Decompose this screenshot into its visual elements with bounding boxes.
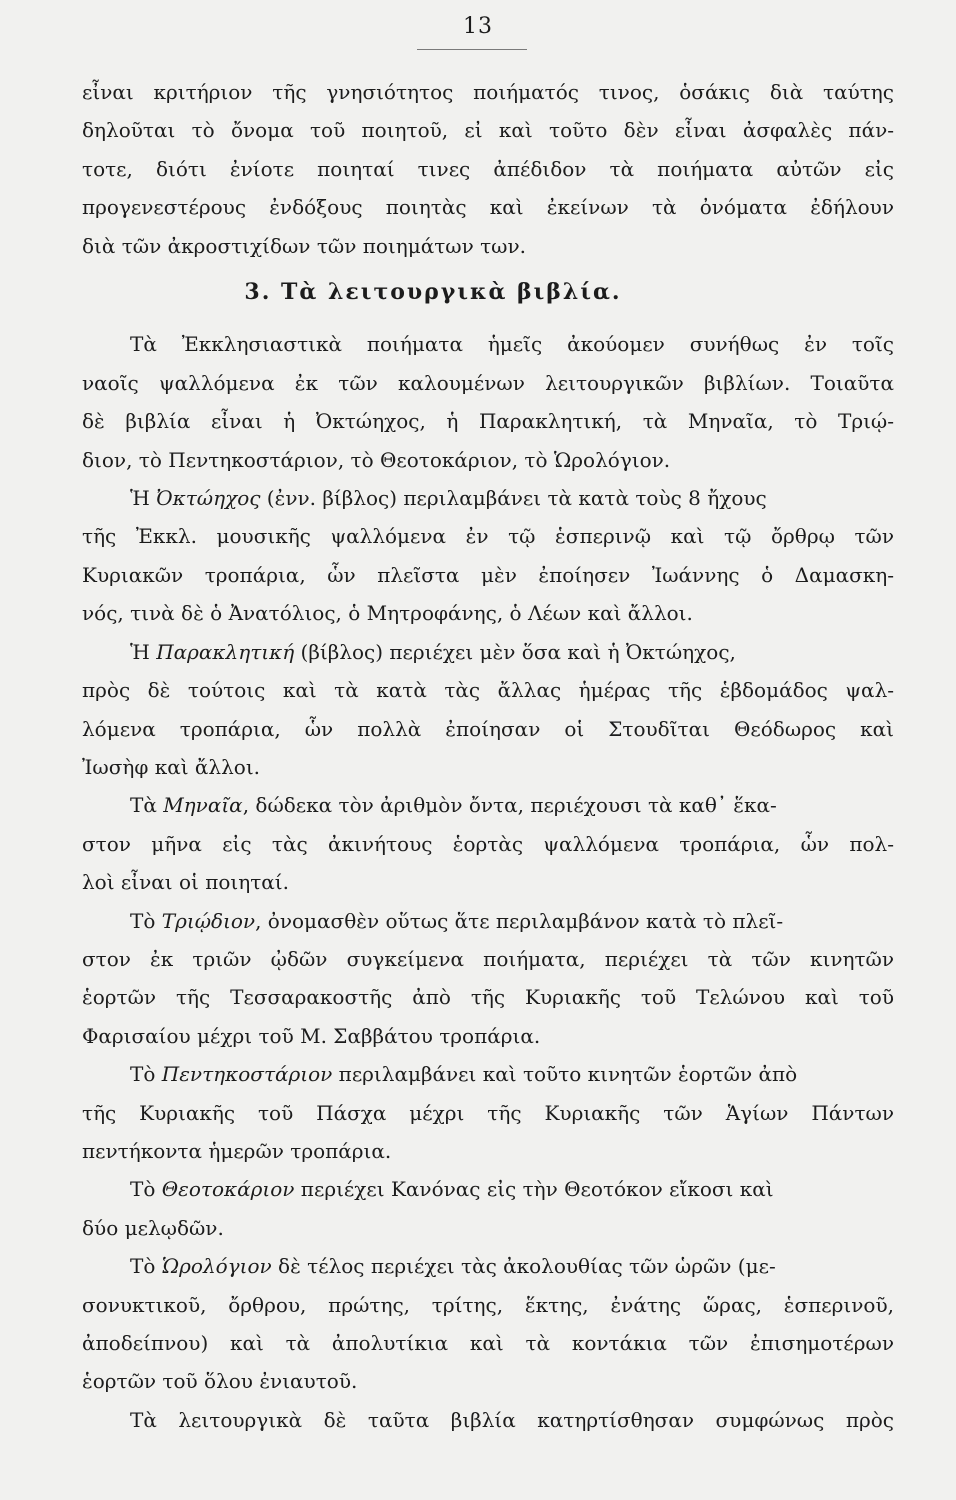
lead-word: Τὸ <box>130 1177 162 1202</box>
paragraph-10 <box>82 1401 894 1439</box>
text-line: Κυριακῶν τροπάρια, ὧν πλεῖστα μὲν ἐποίησεν Ἰωάννης ὁ Δαμασκη- <box>82 562 894 587</box>
text-line: Τὰ λειτουργικὰ δὲ ταῦτα βιβλία κατηρτίσθησαν συμφώνως πρὸς <box>130 1407 894 1432</box>
paragraph-pentekostarion <box>82 1055 894 1170</box>
text-line <box>82 786 894 824</box>
book-term: Πεντηκοστάριον <box>161 1062 333 1087</box>
text-line <box>82 479 894 517</box>
text-line: στον ἐκ τριῶν ᾠδῶν συγκείμενα ποιήματα, περιέχει τὰ τῶν κινητῶν <box>82 946 894 971</box>
text-line: Ἰωσὴφ καὶ ἄλλοι. <box>82 754 261 779</box>
book-term: Παρακλητική <box>156 639 295 664</box>
text-line: διὰ τῶν ἀκροστιχίδων τῶν ποιημάτων των. <box>82 233 527 258</box>
paragraph-menaia <box>82 786 894 901</box>
paragraph-parakletike <box>82 633 894 787</box>
section-heading: 3. Τὰ λειτουργικὰ βιβλία. <box>244 279 622 306</box>
paragraph-theotokarion <box>82 1170 894 1247</box>
book-term: Θεοτοκάριον <box>161 1177 295 1202</box>
paragraph-2 <box>82 325 894 479</box>
text-line: ἑορτῶν τῆς Τεσσαρακοστῆς ἀπὸ τῆς Κυριακῆς τοῦ Τελώνου καὶ τοῦ <box>82 985 894 1010</box>
book-term: Μηναῖα <box>163 793 243 818</box>
book-term: Ὡρολόγιον <box>161 1254 272 1279</box>
text-line <box>82 633 894 671</box>
text-line: τῆς Ἐκκλ. μουσικῆς ψαλλόμενα ἐν τῷ ἑσπερινῷ καὶ τῷ ὄρθρῳ τῶν <box>82 524 894 549</box>
page-number: 13 <box>463 14 493 39</box>
lead-word: Τὸ <box>130 1062 162 1087</box>
lead-word: Τὸ <box>130 1254 162 1279</box>
text-line: προγενεστέρους ἐνδόξους ποιητὰς καὶ ἐκείνων τὰ ὀνόματα ἐδήλουν <box>82 195 894 220</box>
text-line: δὲ βιβλία εἶναι ἡ Ὀκτώηχος, ἡ Παρακλητική, τὰ Μηναῖα, τὸ Τριῴ- <box>82 409 894 434</box>
text-line <box>82 1247 894 1285</box>
text-fragment: (βίβλος) περιέχει μὲν ὅσα καὶ ἡ Ὀκτώηχος, <box>294 639 736 664</box>
lead-word: Ἡ <box>130 486 157 511</box>
text-line: ναοῖς ψαλλόμενα ἐκ τῶν καλουμένων λειτουργικῶν βιβλίων. Τοιαῦτα <box>82 370 894 395</box>
book-term: Τριῴδιον <box>161 908 256 933</box>
lead-word: Τὸ <box>130 908 162 933</box>
text-line: σονυκτικοῦ, ὄρθρου, πρώτης, τρίτης, ἕκτης, ἐνάτης ὥρας, ἑσπερινοῦ, <box>82 1292 894 1317</box>
paragraph-1 <box>82 73 894 265</box>
text-fragment: , δώδεκα τὸν ἀριθμὸν ὄντα, περιέχουσι τὰ καθ᾽ ἕκα- <box>242 793 777 818</box>
text-line: ἑορτῶν τοῦ ὅλου ἐνιαυτοῦ. <box>82 1369 358 1394</box>
header-rule <box>417 49 527 50</box>
text-line: τῆς Κυριακῆς τοῦ Πάσχα μέχρι τῆς Κυριακῆς τῶν Ἁγίων Πάντων <box>82 1100 894 1125</box>
text-fragment: , ὀνομασθὲν οὕτως ἅτε περιλαμβάνον κατὰ τὸ πλεῖ- <box>255 908 784 933</box>
text-line <box>82 902 894 940</box>
text-line: λοὶ εἶναι οἱ ποιηταί. <box>82 870 290 895</box>
text-line: νός, τινὰ δὲ ὁ Ἀνατόλιος, ὁ Μητροφάνης, ὁ Λέων καὶ ἄλλοι. <box>82 601 693 626</box>
text-line: ἀποδείπνου) καὶ τὰ ἀπολυτίκια καὶ τὰ κοντάκια τῶν ἐπισημοτέρων <box>82 1331 894 1355</box>
text-line: τοτε, διότι ἐνίοτε ποιηταί τινες ἀπέδιδον τὰ ποιήματα αὐτῶν εἰς <box>82 156 894 181</box>
text-line: λόμενα τροπάρια, ὧν πολλὰ ἐποίησαν οἱ Στουδῖται Θεόδωρος καὶ <box>82 716 894 741</box>
text-line: Τὰ Ἐκκλησιαστικὰ ποιήματα ἡμεῖς ἀκούομεν συνήθως ἐν τοῖς <box>130 332 894 357</box>
text-line: πεντήκοντα ἡμερῶν τροπάρια. <box>82 1138 392 1163</box>
text-line: δύο μελῳδῶν. <box>82 1215 224 1240</box>
text-line: πρὸς δὲ τούτοις καὶ τὰ κατὰ τὰς ἄλλας ἡμέρας τῆς ἑβδομάδος ψαλ- <box>82 678 894 703</box>
text-fragment: περιέχει Κανόνας εἰς τὴν Θεοτόκον εἴκοσι καὶ <box>294 1177 774 1202</box>
lead-word: Τὰ <box>130 793 164 818</box>
page-body <box>82 73 894 1439</box>
lead-word: Ἡ <box>130 639 157 664</box>
paragraph-horologion <box>82 1247 894 1401</box>
text-line <box>82 1055 894 1093</box>
text-fragment: δὲ τέλος περιέχει τὰς ἀκολουθίας τῶν ὡρῶν (με- <box>271 1254 776 1279</box>
text-line: εἶναι κριτήριον τῆς γνησιότητος ποιήματός τινος, ὁσάκις διὰ ταύτης <box>82 80 894 104</box>
paragraph-oktoechos <box>82 479 894 633</box>
text-fragment: (ἐνν. βίβλος) περιλαμβάνει τὰ κατὰ τοὺς 8 ἤχους <box>260 486 767 511</box>
text-line: δηλοῦται τὸ ὄνομα τοῦ ποιητοῦ, εἰ καὶ τοῦτο δὲν εἶναι ἀσφαλὲς πάν- <box>82 118 894 143</box>
text-line <box>82 1170 894 1208</box>
book-term: Ὀκτώηχος <box>156 486 261 511</box>
text-fragment: περιλαμβάνει καὶ τοῦτο κινητῶν ἑορτῶν ἀπὸ <box>332 1062 798 1087</box>
paragraph-triodion <box>82 902 894 1056</box>
text-line: Φαρισαίου μέχρι τοῦ Μ. Σαββάτου τροπάρια. <box>82 1023 541 1048</box>
text-line: διον, τὸ Πεντηκοστάριον, τὸ Θεοτοκάριον, τὸ Ὡρολόγιον. <box>82 447 671 472</box>
text-line: στον μῆνα εἰς τὰς ἀκινήτους ἑορτὰς ψαλλόμενα τροπάρια, ὧν πολ- <box>82 831 894 856</box>
